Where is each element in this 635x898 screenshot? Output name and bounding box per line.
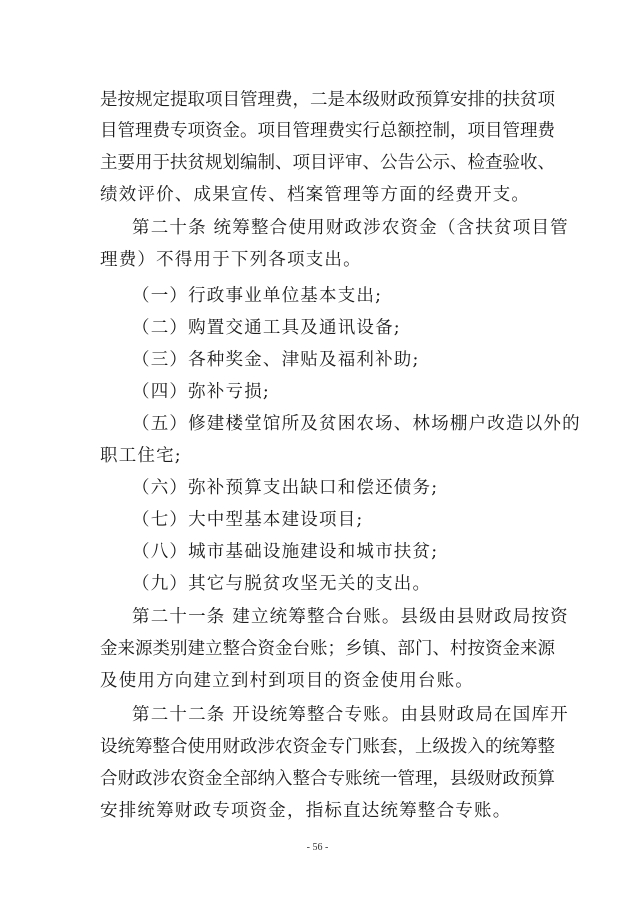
text-line: 是按规定提取项目管理费，二是本级财政预算安排的扶贫项 [100, 90, 555, 110]
list-item: （二）购置交通工具及通讯设备; [132, 318, 401, 338]
text-line: 设统筹整合使用财政涉农资金专门账套，上级拨入的统筹整 [100, 737, 555, 757]
list-item: （九）其它与脱贫攻坚无关的支出。 [132, 574, 432, 594]
text-line: 理费）不得用于下列各项支出。 [100, 250, 362, 270]
text-line: 及使用方向建立到村到项目的资金使用台账。 [100, 671, 474, 691]
list-item: （三）各种奖金、津贴及福利补助; [132, 350, 420, 370]
list-item: （五）修建楼堂馆所及贫困农场、林场棚户改造以外的 [132, 414, 581, 434]
text-line: 安排统筹财政专项资金，指标直达统筹整合专账。 [100, 801, 512, 821]
page-number: - 56 - [306, 842, 329, 853]
list-item: （七）大中型基本建设项目; [132, 510, 364, 530]
article-21-heading: 第二十一条 建立统筹整合台账。县级由县财政局按资 [132, 607, 569, 627]
text-line: 主要用于扶贫规划编制、项目评审、公告公示、检查验收、 [100, 153, 555, 173]
article-20-heading: 第二十条 统筹整合使用财政涉农资金（含扶贫项目管 [132, 218, 569, 238]
article-22-heading: 第二十二条 开设统筹整合专账。由县财政局在国库开 [132, 705, 569, 725]
list-item: （一）行政事业单位基本支出; [132, 286, 383, 306]
text-line: 绩效评价、成果宣传、档案管理等方面的经费开支。 [100, 185, 531, 205]
text-line: 职工住宅; [100, 446, 182, 466]
list-item: （八）城市基础设施建设和城市扶贫; [132, 542, 439, 562]
list-item: （六）弥补预算支出缺口和偿还债务; [132, 478, 439, 498]
list-item: （四）弥补亏损; [132, 382, 270, 402]
text-line: 金来源类别建立整合资金台账；乡镇、部门、村按资金来源 [100, 639, 555, 659]
text-line: 合财政涉农资金全部纳入整合专账统一管理，县级财政预算 [100, 769, 555, 789]
text-line: 目管理费专项资金。项目管理费实行总额控制，项目管理费 [100, 121, 555, 141]
